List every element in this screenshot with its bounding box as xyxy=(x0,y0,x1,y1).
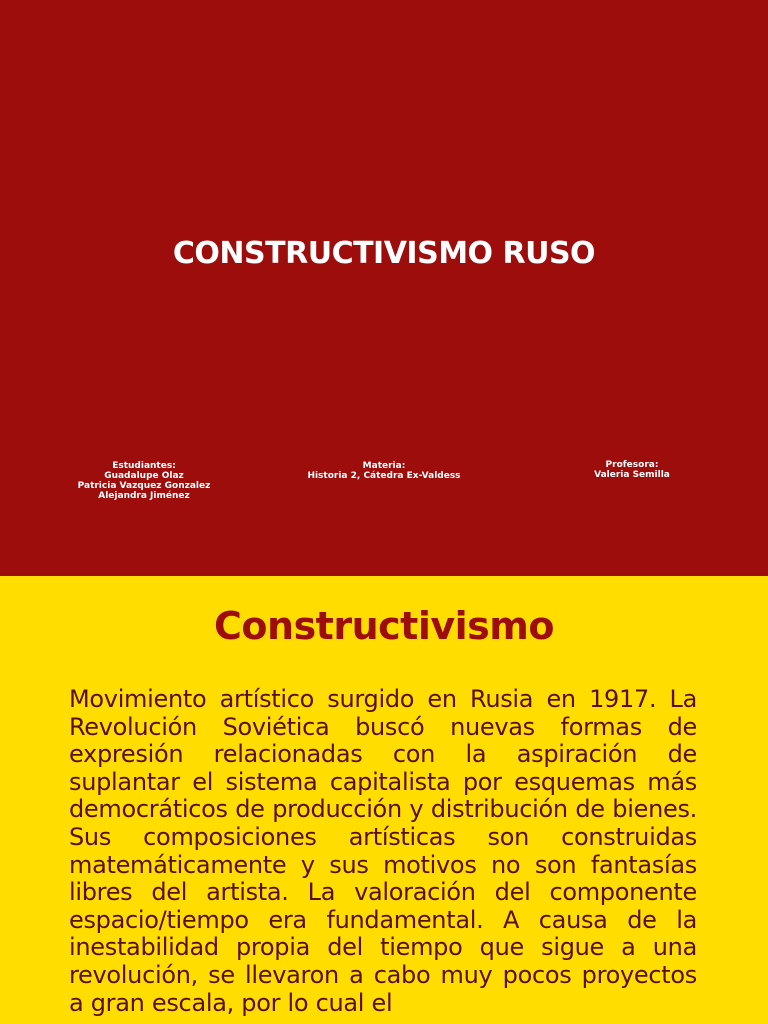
students-credit xyxy=(54,461,234,501)
section-title: Constructivismo xyxy=(214,604,554,648)
content-section xyxy=(0,576,768,1024)
student-name: Patricia Vazquez Gonzalez xyxy=(77,481,211,491)
teacher-value: Valeria Semilla xyxy=(594,470,670,480)
subject-credit xyxy=(274,461,494,481)
teacher-credit xyxy=(552,460,712,480)
student-name: Alejandra Jiménez xyxy=(98,491,190,501)
students-heading: Estudiantes: xyxy=(112,461,176,471)
subject-value: Historia 2, Cátedra Ex-Valdess xyxy=(307,471,461,481)
subject-heading: Materia: xyxy=(362,461,406,471)
student-name: Guadalupe Olaz xyxy=(104,471,184,481)
cover-title: CONSTRUCTIVISMO RUSO xyxy=(172,236,596,271)
section-body-text: Movimiento artístico surgido en Rusia en 1917. La Revolución Soviética buscó nuevas formas de expresión relacionadas con la aspiración de suplantar el sistema capitalista por esquemas más democráticos de producción y distribución de bienes. Sus composiciones artísticas son construidas matemáticamente y sus motivos no son fantasías libres del artista. La valoración del componente espacio/tiempo era fundamental. A causa de la inestabilidad propia del tiempo que sigue a una revolución, se llevaron a cabo muy pocos proyectos a gran escala, por lo cual el xyxy=(69,685,697,1017)
teacher-heading: Profesora: xyxy=(605,460,659,470)
